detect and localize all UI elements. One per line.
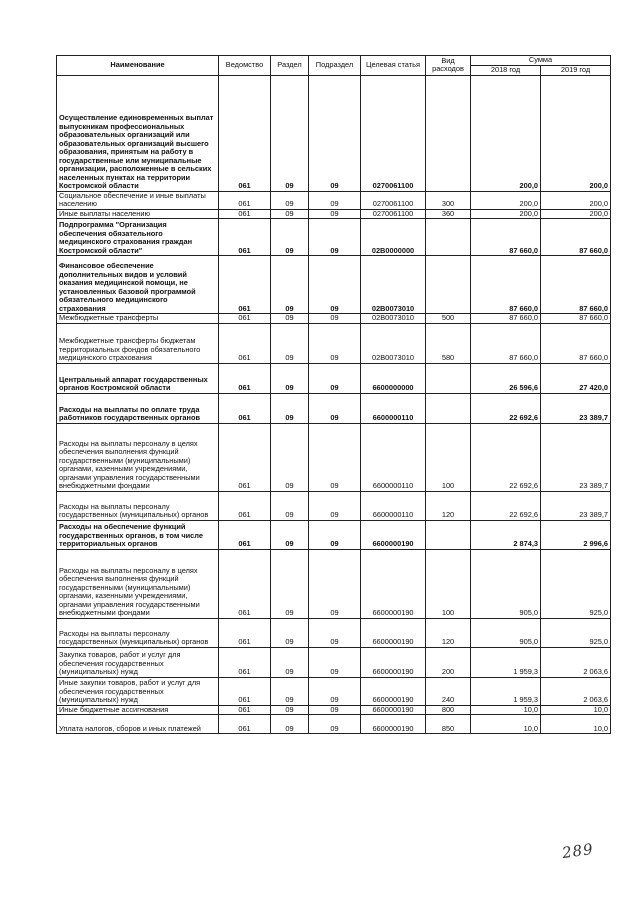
row-section: 09 bbox=[271, 491, 309, 520]
row-exptype: 500 bbox=[426, 314, 471, 324]
row-subsection: 09 bbox=[309, 191, 361, 209]
header-2019: 2019 год bbox=[541, 66, 611, 76]
row-name: Расходы на выплаты по оплате труда работников государственных органов bbox=[57, 393, 219, 423]
row-subsection: 09 bbox=[309, 393, 361, 423]
row-subsection: 09 bbox=[309, 363, 361, 393]
row-target: 6600000000 bbox=[361, 363, 426, 393]
row-2019: 200,0 bbox=[541, 191, 611, 209]
row-target: 6600000190 bbox=[361, 705, 426, 715]
row-exptype bbox=[426, 393, 471, 423]
table-row bbox=[57, 618, 611, 647]
row-section: 09 bbox=[271, 219, 309, 256]
row-name: Уплата налогов, сборов и иных платежей bbox=[57, 715, 219, 734]
row-2018: 200,0 bbox=[471, 191, 541, 209]
header-subsection: Подраздел bbox=[309, 56, 361, 76]
row-exptype bbox=[426, 520, 471, 549]
row-exptype: 360 bbox=[426, 209, 471, 219]
row-2019: 2 063,6 bbox=[541, 677, 611, 705]
header-dept: Ведомство bbox=[219, 56, 271, 76]
row-name: Межбюджетные трансферты bbox=[57, 314, 219, 324]
row-target: 6600000110 bbox=[361, 393, 426, 423]
header-section: Раздел bbox=[271, 56, 309, 76]
row-subsection: 09 bbox=[309, 314, 361, 324]
row-dept: 061 bbox=[219, 314, 271, 324]
row-name: Финансовое обеспечение дополнительных видов и условий оказания медицинской помощи, не установленных базовой программой обязательного медицинского страхования bbox=[57, 256, 219, 314]
row-target: 6600000190 bbox=[361, 677, 426, 705]
table-body bbox=[57, 75, 611, 734]
row-name: Социальное обеспечение и иные выплаты населению bbox=[57, 191, 219, 209]
row-dept: 061 bbox=[219, 491, 271, 520]
row-2018: 1 959,3 bbox=[471, 677, 541, 705]
row-2018: 2 874,3 bbox=[471, 520, 541, 549]
row-2019: 23 389,7 bbox=[541, 423, 611, 491]
row-section: 09 bbox=[271, 715, 309, 734]
row-dept: 061 bbox=[219, 647, 271, 677]
row-subsection: 09 bbox=[309, 705, 361, 715]
row-section: 09 bbox=[271, 423, 309, 491]
row-exptype bbox=[426, 75, 471, 191]
table-row bbox=[57, 393, 611, 423]
row-2018: 10,0 bbox=[471, 715, 541, 734]
row-2019: 10,0 bbox=[541, 715, 611, 734]
row-subsection: 09 bbox=[309, 209, 361, 219]
page-number: 289 bbox=[560, 839, 595, 863]
row-name: Иные выплаты населению bbox=[57, 209, 219, 219]
table-row bbox=[57, 363, 611, 393]
row-2018: 87 660,0 bbox=[471, 219, 541, 256]
table-row bbox=[57, 520, 611, 549]
row-2018: 905,0 bbox=[471, 618, 541, 647]
row-2019: 87 660,0 bbox=[541, 323, 611, 363]
row-name: Расходы на выплаты персоналу в целях обеспечения выполнения функций государственными (муниципальными) органами, казенными учреждениями, органами управления государственными внебюджетными фондами bbox=[57, 423, 219, 491]
row-name: Расходы на выплаты персоналу государственных (муниципальных) органов bbox=[57, 618, 219, 647]
row-target: 02В0073010 bbox=[361, 256, 426, 314]
table-row bbox=[57, 323, 611, 363]
row-target: 0270061100 bbox=[361, 191, 426, 209]
row-section: 09 bbox=[271, 618, 309, 647]
row-exptype: 120 bbox=[426, 491, 471, 520]
row-2019: 27 420,0 bbox=[541, 363, 611, 393]
row-subsection: 09 bbox=[309, 647, 361, 677]
row-2018: 87 660,0 bbox=[471, 323, 541, 363]
row-subsection: 09 bbox=[309, 618, 361, 647]
row-section: 09 bbox=[271, 75, 309, 191]
row-dept: 061 bbox=[219, 549, 271, 618]
row-target: 02В0073010 bbox=[361, 314, 426, 324]
row-2018: 200,0 bbox=[471, 75, 541, 191]
row-name: Расходы на выплаты персоналу в целях обеспечения выполнения функций государственными (муниципальными) органами, казенными учреждениями, органами управления государственными внебюджетными фондами bbox=[57, 549, 219, 618]
row-exptype: 300 bbox=[426, 191, 471, 209]
row-dept: 061 bbox=[219, 256, 271, 314]
row-name: Межбюджетные трансферты бюджетам территориальных фондов обязательного медицинского страхования bbox=[57, 323, 219, 363]
row-name: Иные закупки товаров, работ и услуг для обеспечения государственных (муниципальных) нужд bbox=[57, 677, 219, 705]
row-target: 6600000190 bbox=[361, 520, 426, 549]
row-section: 09 bbox=[271, 647, 309, 677]
row-name: Иные бюджетные ассигнования bbox=[57, 705, 219, 715]
row-target: 0270061100 bbox=[361, 75, 426, 191]
table-row bbox=[57, 491, 611, 520]
row-2019: 10,0 bbox=[541, 705, 611, 715]
row-2019: 925,0 bbox=[541, 618, 611, 647]
table-row bbox=[57, 209, 611, 219]
row-section: 09 bbox=[271, 393, 309, 423]
table-row bbox=[57, 191, 611, 209]
row-section: 09 bbox=[271, 191, 309, 209]
row-exptype: 240 bbox=[426, 677, 471, 705]
row-exptype bbox=[426, 219, 471, 256]
row-subsection: 09 bbox=[309, 549, 361, 618]
row-section: 09 bbox=[271, 209, 309, 219]
row-subsection: 09 bbox=[309, 677, 361, 705]
row-2018: 22 692,6 bbox=[471, 491, 541, 520]
row-exptype: 850 bbox=[426, 715, 471, 734]
row-target: 02В0073010 bbox=[361, 323, 426, 363]
row-target: 6600000190 bbox=[361, 715, 426, 734]
row-exptype: 800 bbox=[426, 705, 471, 715]
row-name: Расходы на обеспечение функций государственных органов, в том числе территориальных органов bbox=[57, 520, 219, 549]
row-section: 09 bbox=[271, 314, 309, 324]
row-exptype: 100 bbox=[426, 549, 471, 618]
row-target: 6600000110 bbox=[361, 423, 426, 491]
row-target: 6600000110 bbox=[361, 491, 426, 520]
header-exptype: Вид расходов bbox=[426, 56, 471, 76]
table-row bbox=[57, 705, 611, 715]
row-2018: 10,0 bbox=[471, 705, 541, 715]
row-2019: 23 389,7 bbox=[541, 393, 611, 423]
row-section: 09 bbox=[271, 323, 309, 363]
row-dept: 061 bbox=[219, 323, 271, 363]
row-target: 6600000190 bbox=[361, 549, 426, 618]
row-exptype: 120 bbox=[426, 618, 471, 647]
row-2019: 23 389,7 bbox=[541, 491, 611, 520]
row-name: Подпрограмма "Организация обеспечения обязательного медицинского страхования граждан Костромской области" bbox=[57, 219, 219, 256]
row-subsection: 09 bbox=[309, 715, 361, 734]
table-row bbox=[57, 677, 611, 705]
row-target: 6600000190 bbox=[361, 618, 426, 647]
row-name: Расходы на выплаты персоналу государственных (муниципальных) органов bbox=[57, 491, 219, 520]
row-dept: 061 bbox=[219, 423, 271, 491]
row-subsection: 09 bbox=[309, 256, 361, 314]
row-dept: 061 bbox=[219, 209, 271, 219]
row-section: 09 bbox=[271, 677, 309, 705]
row-dept: 061 bbox=[219, 75, 271, 191]
row-subsection: 09 bbox=[309, 423, 361, 491]
row-name: Осуществление единовременных выплат выпускникам профессиональных образовательных организаций или образовательных организаций высшего образования, принятым на работу в государственные или муниципальные организации, расположенные в сельских населенных пунктах на территории Костромской области bbox=[57, 75, 219, 191]
row-dept: 061 bbox=[219, 363, 271, 393]
row-2019: 925,0 bbox=[541, 549, 611, 618]
budget-sheet bbox=[56, 55, 611, 734]
row-target: 6600000190 bbox=[361, 647, 426, 677]
table-row bbox=[57, 647, 611, 677]
row-section: 09 bbox=[271, 549, 309, 618]
row-section: 09 bbox=[271, 705, 309, 715]
row-2018: 22 692,6 bbox=[471, 423, 541, 491]
row-2019: 87 660,0 bbox=[541, 256, 611, 314]
row-2018: 26 596,6 bbox=[471, 363, 541, 393]
row-name: Центральный аппарат государственных органов Костромской области bbox=[57, 363, 219, 393]
header-target: Целевая статья bbox=[361, 56, 426, 76]
row-2019: 87 660,0 bbox=[541, 219, 611, 256]
table-row bbox=[57, 423, 611, 491]
row-section: 09 bbox=[271, 256, 309, 314]
row-2018: 200,0 bbox=[471, 209, 541, 219]
table-row bbox=[57, 314, 611, 324]
row-2018: 905,0 bbox=[471, 549, 541, 618]
row-exptype: 100 bbox=[426, 423, 471, 491]
row-dept: 061 bbox=[219, 705, 271, 715]
header-sum: Сумма bbox=[471, 56, 611, 66]
row-target: 02В0000000 bbox=[361, 219, 426, 256]
row-subsection: 09 bbox=[309, 75, 361, 191]
row-dept: 061 bbox=[219, 715, 271, 734]
header-name: Наименование bbox=[57, 56, 219, 76]
row-exptype: 580 bbox=[426, 323, 471, 363]
row-dept: 061 bbox=[219, 677, 271, 705]
row-exptype bbox=[426, 256, 471, 314]
row-2019: 2 063,6 bbox=[541, 647, 611, 677]
row-exptype: 200 bbox=[426, 647, 471, 677]
table-row bbox=[57, 549, 611, 618]
row-subsection: 09 bbox=[309, 520, 361, 549]
row-target: 0270061100 bbox=[361, 209, 426, 219]
row-dept: 061 bbox=[219, 219, 271, 256]
header-2018: 2018 год bbox=[471, 66, 541, 76]
row-2018: 1 959,3 bbox=[471, 647, 541, 677]
row-exptype bbox=[426, 363, 471, 393]
row-subsection: 09 bbox=[309, 219, 361, 256]
row-name: Закупка товаров, работ и услуг для обеспечения государственных (муниципальных) нужд bbox=[57, 647, 219, 677]
row-2018: 87 660,0 bbox=[471, 314, 541, 324]
row-2019: 200,0 bbox=[541, 209, 611, 219]
row-section: 09 bbox=[271, 520, 309, 549]
row-2018: 22 692,6 bbox=[471, 393, 541, 423]
row-2019: 2 996,6 bbox=[541, 520, 611, 549]
table-row bbox=[57, 256, 611, 314]
row-2019: 87 660,0 bbox=[541, 314, 611, 324]
row-dept: 061 bbox=[219, 520, 271, 549]
row-section: 09 bbox=[271, 363, 309, 393]
row-dept: 061 bbox=[219, 393, 271, 423]
row-2018: 87 660,0 bbox=[471, 256, 541, 314]
budget-table bbox=[56, 55, 611, 734]
row-dept: 061 bbox=[219, 618, 271, 647]
table-row bbox=[57, 715, 611, 734]
table-row bbox=[57, 75, 611, 191]
table-row bbox=[57, 219, 611, 256]
row-subsection: 09 bbox=[309, 491, 361, 520]
row-2019: 200,0 bbox=[541, 75, 611, 191]
row-dept: 061 bbox=[219, 191, 271, 209]
row-subsection: 09 bbox=[309, 323, 361, 363]
